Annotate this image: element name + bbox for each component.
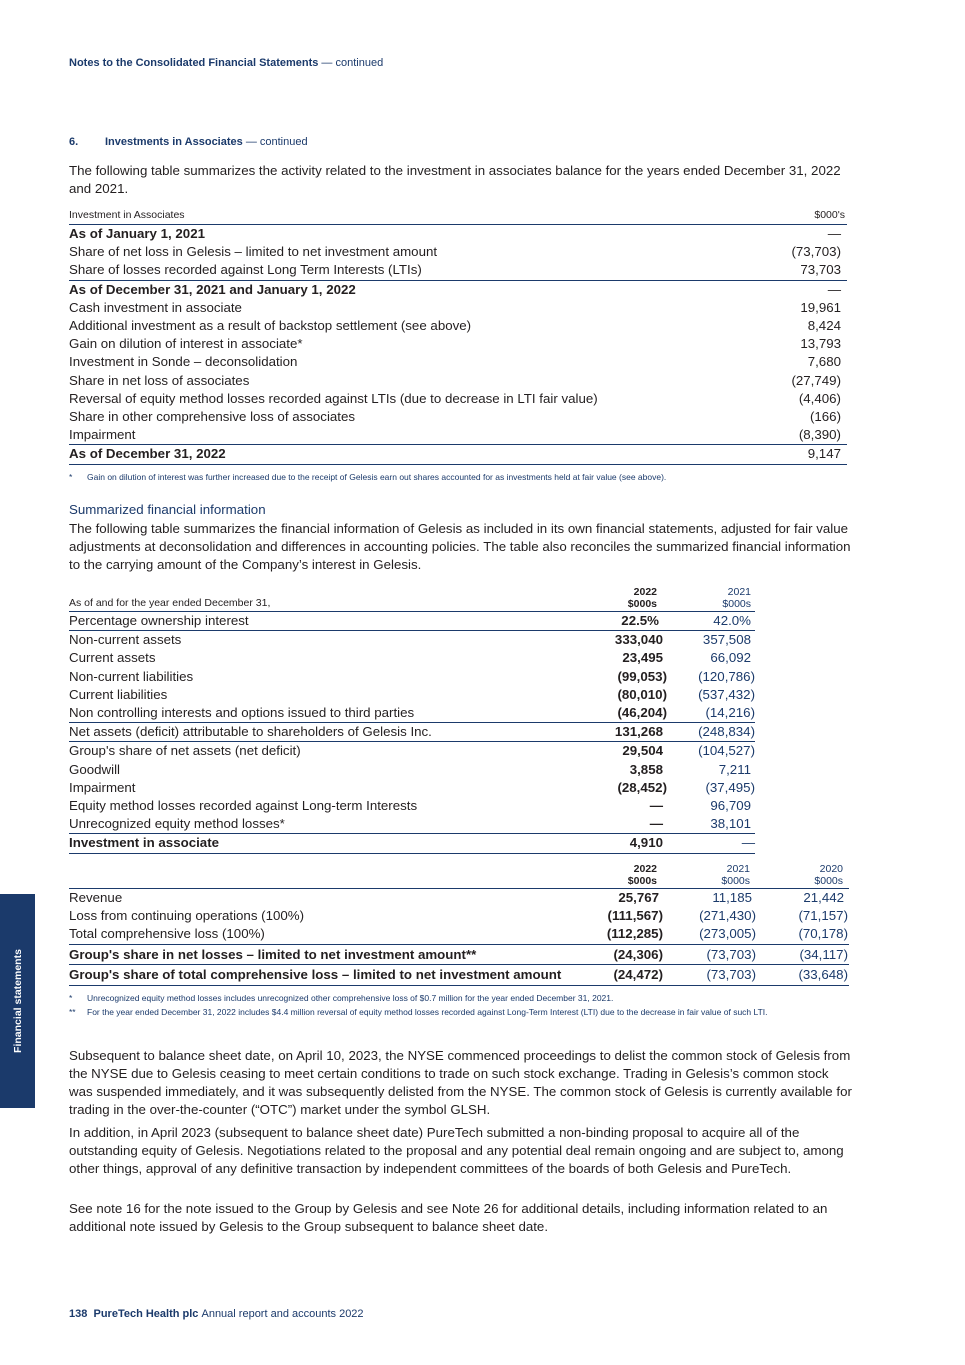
footnote-mark: *: [69, 993, 73, 1003]
table-row: [69, 299, 847, 317]
gelesis-results-table: [69, 862, 849, 986]
row-value: —: [827, 281, 841, 297]
footnote-text: For the year ended December 31, 2022 includes $4.4 million reversal of equity method losses recorded against Long-Term Interest (LTI) due to the decrease in fair value of such LTI.: [87, 1007, 768, 1017]
col-2021: [722, 586, 751, 610]
row-value: (8,390): [798, 427, 841, 443]
row-label: Net assets (deficit) attributable to shareholders of Gelesis Inc.: [69, 724, 432, 740]
row-label: As of December 31, 2022: [69, 446, 226, 462]
body-paragraph: Subsequent to balance sheet date, on April 10, 2023, the NYSE commenced proceedings to delist the common stock of Gelesis from the NYSE due to Gelesis ceasing to meet certain conditions to trade on such stock exchange. Trading in Gelesis’s common stock was suspended immediately, and it was subsequently delisted from the NYSE. The common stock of Gelesis is currently available for trading in the over-the-counter (“OTC”) market under the symbol GLSH.: [69, 1048, 852, 1117]
value-2020: 21,442: [803, 890, 844, 905]
value-2021: (73,703): [706, 946, 756, 962]
row-label: Unrecognized equity method losses*: [69, 816, 285, 832]
table-row: [69, 649, 755, 667]
table-row: [69, 797, 755, 815]
row-label: Current assets: [69, 650, 156, 666]
table-row: [69, 668, 755, 686]
body-paragraph: See note 16 for the note issued to the Group by Gelesis and see Note 26 for additional details, including information related to an additional note issued by Gelesis to the Group subsequent to balance sheet date.: [69, 1201, 828, 1234]
row-value: (27,749): [791, 372, 841, 388]
section-heading: [69, 136, 308, 148]
table-row: [69, 261, 847, 280]
col-year: 2021: [727, 586, 751, 598]
row-value: (166): [809, 408, 841, 424]
row-label: Non-current liabilities: [69, 668, 194, 684]
value-2022: 25,767: [618, 890, 659, 905]
row-label: Investment in associate: [69, 835, 220, 851]
table-row: [69, 889, 849, 907]
running-header-suffix: — continued: [318, 57, 384, 69]
row-value: 13,793: [800, 336, 841, 352]
table-row: [69, 317, 847, 335]
value-2021: —: [741, 835, 755, 851]
footnote-mark: **: [69, 1007, 76, 1017]
body-paragraph: In addition, in April 2023 (subsequent to balance sheet date) PureTech submitted a non-binding proposal to acquire all of the outstanding equity of Gelesis. Negotiations related to the proposal and any potential deal remain ongoing and are subject to, among other things, approval of any definitive transaction by independent committees of the boards of both Gelesis and PureTech.: [69, 1125, 844, 1176]
value-2021: 38,101: [710, 816, 751, 832]
col-unit: $000s: [814, 875, 843, 887]
col-year: 2022: [633, 586, 657, 598]
subheading: Summarized financial information: [69, 502, 266, 517]
table-row: [69, 945, 849, 966]
investment-associates-table: [69, 207, 847, 465]
value-2021: (120,786): [698, 668, 755, 684]
col-year: 2022: [633, 863, 657, 875]
running-header-title: Notes to the Consolidated Financial Statements: [69, 57, 319, 69]
value-2021: 42.0%: [713, 613, 751, 628]
footnote: [69, 472, 829, 483]
value-2021: (273,005): [699, 926, 756, 942]
col-unit: $000s: [722, 598, 751, 610]
table-header: [69, 862, 849, 889]
col-unit: $000s: [627, 598, 657, 610]
side-tab-label: Financial statements: [11, 949, 24, 1053]
value-2022: 4,910: [629, 835, 663, 851]
row-label: Additional investment as a result of backstop settlement (see above): [69, 317, 472, 333]
value-2022: 22.5%: [621, 613, 659, 628]
summarized-paragraph: The following table summarizes the financial information of Gelesis as included in its own financial statements, adjusted for fair value adjustments at deconsolidation and differences in accounting policies. The table also reconciles the summarized financial information to the carrying amount of the Company’s interest in Gelesis.: [69, 521, 851, 572]
value-2021: (248,834): [698, 724, 755, 740]
row-label: Goodwill: [69, 761, 120, 777]
row-label: Non controlling interests and options issued to third parties: [69, 704, 415, 720]
value-2022: 131,268: [614, 724, 663, 740]
table-header: [69, 207, 847, 225]
table-row: [69, 925, 849, 944]
row-label: Share of net loss in Gelesis – limited to net investment amount: [69, 244, 438, 260]
value-2022: (28,452): [617, 779, 667, 795]
footnote: [69, 993, 829, 1004]
row-value: (4,406): [798, 390, 841, 406]
value-2022: (24,472): [613, 967, 663, 983]
value-2021: (537,432): [698, 686, 755, 702]
table-row: [69, 742, 755, 760]
row-label: Revenue: [69, 890, 123, 905]
row-label: Group's share of net assets (net deficit): [69, 743, 301, 759]
col-2022: [628, 863, 657, 887]
row-label: Share in net loss of associates: [69, 372, 250, 388]
table-header-label: Investment in Associates: [69, 209, 185, 221]
table-row: [69, 335, 847, 353]
table-row: [69, 907, 849, 925]
value-2022: (111,567): [607, 908, 663, 924]
footer-company: PureTech Health plc: [93, 1308, 199, 1320]
section-suffix: — continued: [242, 136, 308, 148]
value-2021: 96,709: [710, 797, 751, 813]
value-2022: (46,204): [617, 704, 667, 720]
table-row: [69, 281, 847, 299]
value-2022: 3,858: [629, 761, 663, 777]
value-2020: (34,117): [799, 946, 848, 962]
footnote-mark: *: [69, 472, 73, 482]
side-tab: [0, 894, 35, 1108]
col-year: 2021: [726, 863, 750, 875]
col-2020: [814, 863, 843, 887]
section-number: 6.: [69, 136, 79, 148]
running-header: [69, 57, 383, 69]
table-row: [69, 372, 847, 390]
footer-doc: Annual report and accounts 2022: [201, 1308, 364, 1320]
row-value: 73,703: [800, 262, 841, 278]
row-label: As of December 31, 2021 and January 1, 2022: [69, 281, 356, 297]
value-2022: 23,495: [622, 650, 663, 666]
table-row: [69, 686, 755, 704]
row-value: 9,147: [807, 446, 841, 462]
table-row: [69, 779, 755, 797]
value-2021: (14,216): [705, 704, 755, 720]
row-label: Percentage ownership interest: [69, 613, 249, 628]
value-2021: 7,211: [718, 761, 751, 777]
col-year: 2020: [819, 863, 843, 875]
value-2021: (73,703): [706, 967, 756, 983]
page-footer: [69, 1308, 364, 1320]
table-row: [69, 426, 847, 445]
col-unit: $000s: [721, 875, 750, 887]
value-2021: (37,495): [705, 779, 755, 795]
row-label: Equity method losses recorded against Long-term Interests: [69, 797, 418, 813]
row-value: (73,703): [791, 244, 841, 260]
table-header-label: As of and for the year ended December 31,: [69, 597, 271, 609]
table-row: [69, 761, 755, 779]
value-2022: —: [649, 816, 663, 832]
row-label: Total comprehensive loss (100%): [69, 926, 265, 942]
col-2022: [628, 586, 657, 610]
table-row: [69, 225, 847, 243]
table-row: [69, 965, 849, 986]
intro-paragraph: The following table summarizes the activity related to the investment in associates balance for the years ended December 31, 2022 and 2021.: [69, 163, 841, 196]
row-value: —: [827, 226, 841, 241]
value-2022: 29,504: [622, 743, 663, 759]
table-row: [69, 815, 755, 834]
footnote-text: Unrecognized equity method losses includes unrecognized other comprehensive loss of $0.7 million for the year ended December 31, 2021.: [87, 993, 614, 1003]
value-2021: 66,092: [710, 650, 751, 666]
row-label: Reversal of equity method losses recorded against LTIs (due to decrease in LTI fair value): [69, 390, 598, 406]
row-label: As of January 1, 2021: [69, 226, 205, 241]
row-label: Group's share in net losses – limited to net investment amount**: [69, 946, 477, 962]
section-title: Investments in Associates: [105, 136, 243, 148]
value-2021: 357,508: [702, 632, 751, 648]
table-row-total: [69, 834, 755, 854]
row-label: Share of losses recorded against Long Term Interests (LTIs): [69, 262, 422, 278]
table-header-unit: $000's: [814, 209, 845, 221]
table-row: [69, 704, 755, 723]
value-2020: (70,178): [798, 926, 848, 942]
table-row-total: [69, 445, 847, 465]
col-2021: [721, 863, 750, 887]
table-body: [69, 612, 755, 854]
row-value: 8,424: [807, 317, 841, 333]
value-2020: (33,648): [798, 967, 848, 983]
table-row: [69, 408, 847, 426]
value-2021: (271,430): [699, 908, 756, 924]
row-label: Non-current assets: [69, 632, 182, 648]
page-number: 138: [69, 1308, 88, 1320]
value-2022: 333,040: [614, 632, 663, 648]
value-2021: 11,185: [712, 890, 752, 905]
table-row: [69, 631, 755, 649]
value-2022: (99,053): [617, 668, 667, 684]
table-row: [69, 390, 847, 408]
value-2021: (104,527): [698, 743, 755, 759]
row-label: Cash investment in associate: [69, 299, 242, 315]
value-2022: —: [649, 797, 663, 813]
row-label: Impairment: [69, 427, 136, 443]
row-label: Share in other comprehensive loss of associates: [69, 408, 356, 424]
row-label: Loss from continuing operations (100%): [69, 908, 305, 924]
table-header: [69, 585, 755, 612]
value-2022: (80,010): [617, 686, 667, 702]
row-label: Impairment: [69, 779, 136, 795]
table-row: [69, 243, 847, 261]
gelesis-financial-table: [69, 585, 849, 854]
row-label: Current liabilities: [69, 686, 168, 702]
value-2022: (24,306): [613, 946, 663, 962]
table-row: [69, 612, 755, 631]
row-label: Investment in Sonde – deconsolidation: [69, 354, 298, 370]
row-value: 7,680: [807, 354, 841, 370]
row-label: Gain on dilution of interest in associate*: [69, 336, 303, 352]
row-value: 19,961: [800, 299, 841, 315]
col-unit: $000s: [627, 875, 657, 887]
footnote-text: Gain on dilution of interest was further increased due to the receipt of Gelesis earn out shares accounted for as investments held at fair value (see above).: [87, 472, 667, 482]
table-row: [69, 353, 847, 371]
value-2022: (112,285): [606, 926, 663, 942]
value-2020: (71,157): [798, 908, 848, 924]
row-label: Group's share of total comprehensive loss – limited to net investment amount: [69, 967, 562, 983]
table-row: [69, 723, 755, 742]
footnote: [69, 1007, 829, 1018]
